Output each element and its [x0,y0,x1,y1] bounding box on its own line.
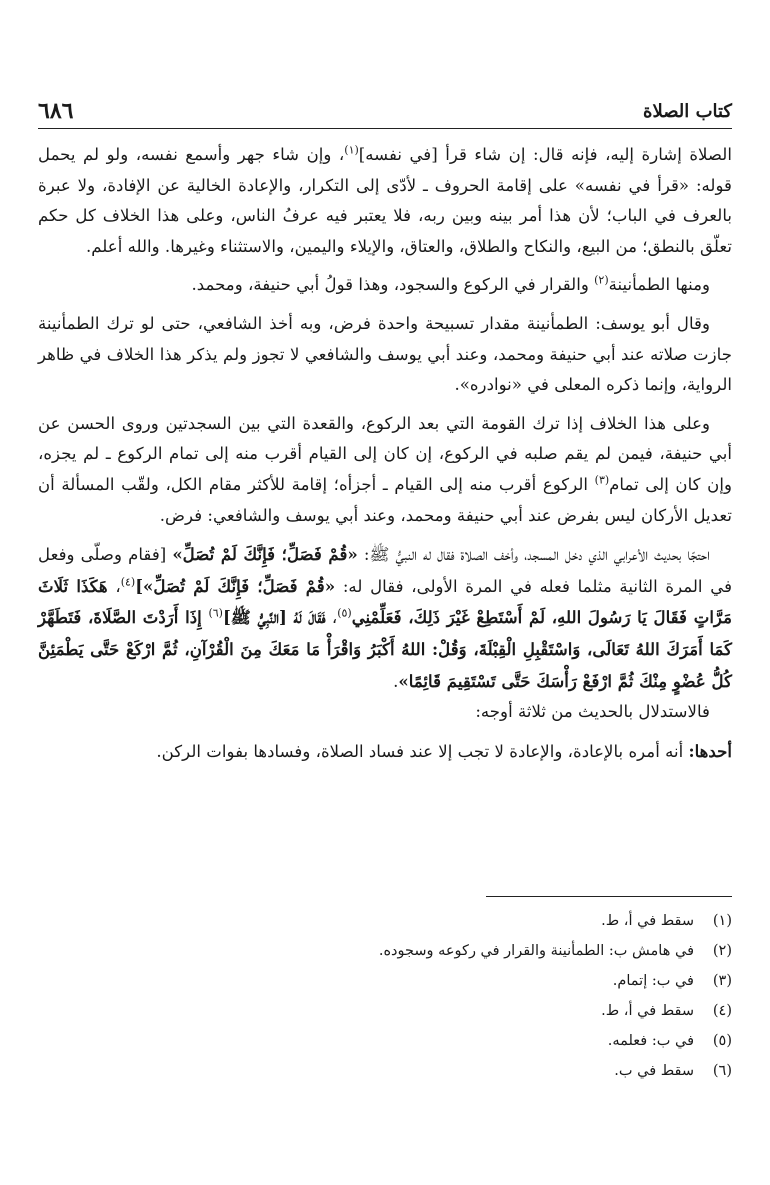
paragraph-text: وقال أبو يوسف: الطمأنينة مقدار تسبيحة واحدة فرض، وبه أخذ الشافعي، حتى لو ترك الطمأنينة جازت صلاته عند أبي حنيفة ومحمد، وعند أبي يوسف والشافعي لا تجوز ولم يذكر هذا الخلاف في ظاهر الرواية، وإنما ذكره المعلى في «نوادره». [38,313,732,395]
paragraph-lead: أحدها: [688,740,732,761]
paragraph-2 [38,270,732,301]
hadith-quote: هَكَذَا ثَلَاثَ مَرَّاتٍ فَقَالَ يَا رَسُولَ اللهِ، لَمْ أَسْتَطِعْ غَيْرَ ذَلِكَ، فَعَلِّمْنِي [38,575,732,628]
footnote-text: في ب: فعلمه. [607,1033,694,1049]
footnote-item [300,1026,732,1056]
paragraph-text: أنه أمره بالإعادة، والإعادة لا تجب إلا عند فساد الصلاة، وفسادها بفوات الركن. [156,741,689,761]
footnote-ref: (٤) [120,575,136,589]
hadith-quote: فَقَالَ لَهُ [النَّبِيُّ ﷺ] [222,607,326,628]
book-title: كتاب الصلاة [643,101,732,122]
paragraph-text: ، [107,576,121,596]
paragraph-text: الركوع أقرب منه إلى القيام ـ أجزأه؛ إقامة للأكثر مقام الكل، ولقّب المسألة أن تعديل الأركان ليس بفرض عند أبي حنيفة ومحمد، وعند أبي يوسف والشافعي: فرض. [38,474,732,525]
hadith-quote: «قُمْ فَصَلِّ؛ فَإِنَّكَ لَمْ تُصَلِّ»] [135,575,336,596]
footnote-item [300,966,732,996]
page-header [38,88,732,129]
paragraph-text: . [393,671,399,691]
paragraph-1 [38,140,732,262]
paragraph-5 [38,539,732,697]
main-text [38,140,732,767]
footnote-text: سقط في أ، ط. [601,1003,694,1019]
page-number: ٦٨٦ [38,98,74,124]
paragraph-4 [38,409,732,531]
footnote-ref: (١) [344,143,359,157]
footnote-number: (١) [712,913,732,929]
footnote-number: (٥) [712,1033,732,1049]
footnote-ref: (٢) [594,273,609,287]
footnote-divider [486,896,732,897]
footnote-item [300,1056,732,1086]
paragraph-text: فالاستدلال بالحديث من ثلاثة أوجه: [475,702,710,722]
footnote-ref: (٦) [208,606,223,620]
footnote-item [300,996,732,1026]
footnote-text: سقط في ب. [614,1063,694,1079]
footnote-item [300,906,732,936]
footnote-number: (٣) [712,973,732,989]
footnote-text: سقط في أ، ط. [601,913,694,929]
paragraph-text: ، [325,608,338,628]
hadith-quote: إِذَا أَرَدْتَ الصَّلَاةَ، فَتَطَهَّرْ كَمَا أَمَرَكَ اللهُ تَعَالَى، وَاسْتَقْبِلِ الْقِبْلَةَ، وَقُلْ: اللهُ أَكْبَرُ وَاقْرَأْ مَا مَعَكَ مِنَ الْقُرْآنِ، ثُمَّ ارْكَعْ حَتَّى يَطْمَئِنَّ كُلُّ عُضْوٍ مِنْكَ ثُمَّ ارْفَعْ رَأْسَكَ حَتَّى تَسْتَقِيمَ قَائِمًا» [38,607,732,691]
paragraph-text: ، وإن شاء جهر وأسمع نفسه، ولو لم يحمل قوله: «قرأ في نفسه» على إقامة الحروف ـ لأدّى إلى التكرار، والإعادة الخالية عن الإفادة، ولا عبرة بالعرف في الباب؛ لأن هذا أمر بينه وبين ربه، فلا يعتبر فيه عرفُ الناس، وعلى هذا الخلاف كل حكم تعلّق بالنطق؛ من البيع، والنكاح والطلاق، والعتاق، والإيلاء واليمين، والاستثناء وغيرها. والله أعلم. [38,145,732,256]
paragraph-7 [38,736,732,768]
footnote-item [300,936,732,966]
paragraph-text: وعلى هذا الخلاف إذا ترك القومة التي بعد الركوع، والقعدة التي بين السجدتين وروى الحسن عن أبي حنيفة، فيمن لم يقم صلبه في الركوع، إن كان إلى القيام أقرب منه إلى تمام الركوع ـ لم يجزه، وإن كان إلى تمام [38,413,732,494]
paragraph-text: احتجّا بحديث الأعرابي الذي دخل المسجد، وأخف الصلاة فقال له النبيُّ ﷺ: [357,545,710,565]
footnote-number: (٦) [712,1063,732,1079]
paragraph-text: [فقام وصلّى وفعل في المرة الثانية مثلما فعله في المرة الأولى، فقال له: [38,545,733,596]
footnote-number: (٢) [712,943,732,959]
footnote-number: (٤) [712,1003,732,1019]
hadith-quote: «قُمْ فَصَلِّ؛ فَإِنَّكَ لَمْ تُصَلِّ» [172,544,358,565]
footnote-ref: (٥) [337,606,352,620]
footnote-text: في ب: إتمام. [612,973,694,989]
footnotes [300,906,732,1086]
footnote-text: في هامش ب: الطمأنينة والقرار في ركوعه وسجوده. [378,943,694,959]
paragraph-6 [38,697,732,728]
paragraph-3 [38,309,732,401]
paragraph-text: ومنها الطمأنينة [608,275,710,295]
footnote-ref: (٣) [594,473,610,487]
paragraph-text: الصلاة إشارة إليه، فإنه قال: إن شاء قرأ [في نفسه] [358,145,732,164]
paragraph-text: والقرار في الركوع والسجود، وهذا قولُ أبي حنيفة، ومحمد. [191,275,595,295]
